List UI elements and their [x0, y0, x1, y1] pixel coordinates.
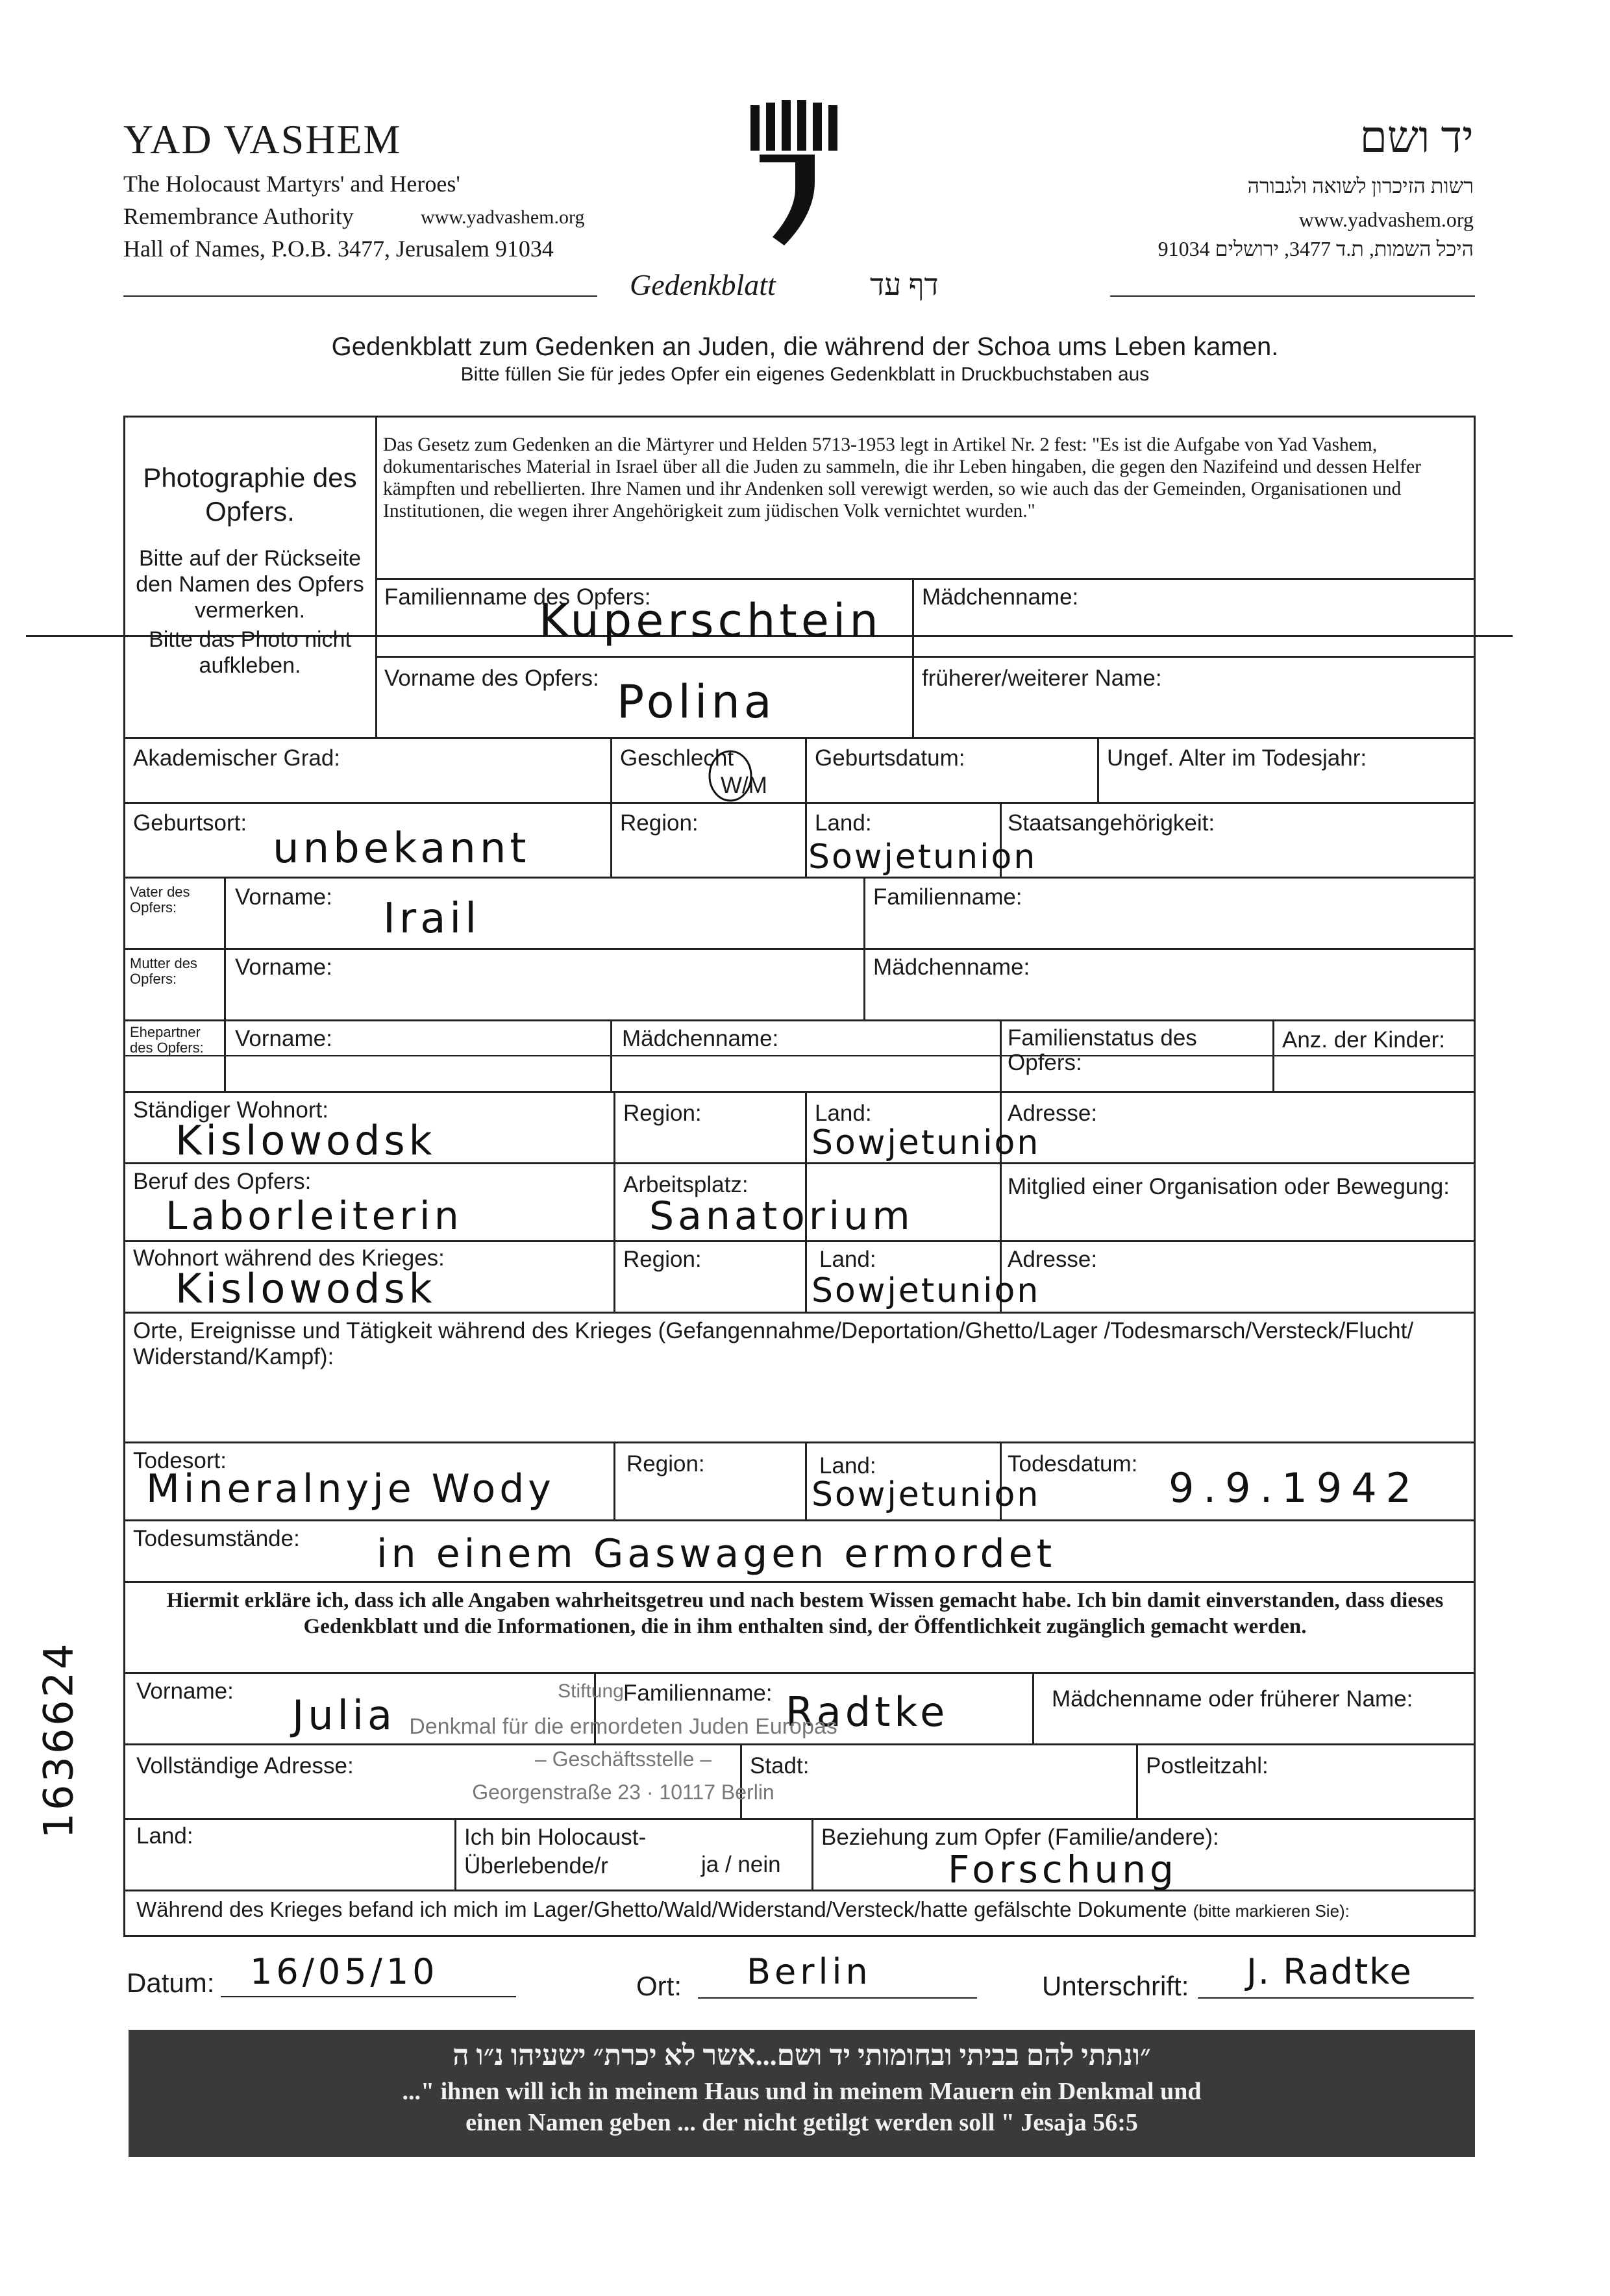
intro-line1: Gedenkblatt zum Gedenken an Juden, die während der Schoa ums Leben kamen. — [331, 332, 1279, 361]
hebrew-org-line3: היכל השמות, ת.ד 3477, ירושלים 91034 — [1158, 237, 1474, 260]
profession-label: Beruf des Opfers: — [133, 1169, 312, 1194]
death-region-label: Region: — [626, 1451, 705, 1477]
war-address-label: Adresse: — [1008, 1247, 1098, 1272]
war-country-label: Land: — [819, 1247, 876, 1272]
stamp-line4: Georgenstraße 23 · 10117 Berlin — [472, 1780, 774, 1804]
member-label: Mitglied einer Organisation oder Bewegung: — [1008, 1174, 1450, 1199]
org-web: www.yadvashem.org — [421, 206, 585, 228]
spouse-maidenname-label: Mädchenname: — [622, 1026, 779, 1051]
form-title: Gedenkblatt — [630, 268, 776, 301]
survivor-label: Ich bin Holocaust-Überlebende/r — [464, 1825, 647, 1878]
org-name: YAD VASHEM — [123, 116, 402, 162]
war-residence-label: Wohnort während des Krieges: — [133, 1245, 445, 1271]
residence-address-label: Adresse: — [1008, 1101, 1098, 1126]
header-rule-right — [1110, 295, 1475, 297]
org-line1: The Holocaust Martyrs' and Heroes' — [123, 171, 460, 197]
death-place-label: Todesort: — [133, 1448, 227, 1473]
workplace-value[interactable]: Sanatorium — [649, 1193, 914, 1239]
gender-circle-mark — [704, 747, 756, 805]
hebrew-org-web: www.yadvashem.org — [1298, 208, 1474, 231]
submitter-zip-label: Postleitzahl: — [1146, 1753, 1269, 1778]
side-handwritten-number: 1636624 — [34, 1641, 82, 1839]
death-date-value[interactable]: 9.9.1942 — [1169, 1464, 1421, 1512]
submitter-firstname-label: Vorname: — [136, 1678, 234, 1704]
death-country-value[interactable]: Sowjetunion — [811, 1475, 1041, 1514]
war-status-label — [136, 1897, 1350, 1922]
residence-value[interactable]: Kislowodsk — [175, 1117, 436, 1164]
birth-country-value[interactable]: Sowjetunion — [808, 838, 1037, 877]
footer-hebrew-quote: ״ונתתי להם בביתי ובחומותי יד ושם...אשר לא יכרת״ ישעיהו נ״ו ה — [452, 2040, 1151, 2071]
submitter-maiden-label: Mädchenname oder früherer Name: — [1052, 1686, 1413, 1712]
relation-value[interactable]: Forschung — [948, 1847, 1178, 1891]
spouse-firstname-label: Vorname: — [235, 1026, 332, 1051]
law-text: Das Gesetz zum Gedenken an die Märtyrer und Helden 5713-1953 legt in Artikel Nr. 2 fest: "Es ist die Aufgabe von Yad Vashem, dokumentarisches Material in Israel über all die Juden zu sammeln, die ihr Leben hingaben, die gegen den Nazifeind und dessen Helfer kämpften und rebellierten. Ihre Namen und ihr Andenken soll verewigt werden, so wie auch das der Gemeinden, Organisationen und Institutionen, die wegen ihrer Angehörigkeit zum jüdischen Volk vernichtet wurden." — [383, 434, 1421, 521]
former-name-label: früherer/weiterer Name: — [922, 666, 1162, 691]
citizenship-label: Staatsangehörigkeit: — [1008, 810, 1215, 836]
war-residence-value[interactable]: Kislowodsk — [175, 1265, 436, 1312]
footer-quote-line1: ..." ihnen will ich in meinem Haus und in meinem Mauern ein Denkmal und — [402, 2078, 1202, 2105]
mother-label: Mutter des Opfers: — [130, 955, 197, 987]
submitter-firstname-value[interactable]: Julia — [292, 1691, 397, 1739]
father-familyname-label: Familienname: — [873, 884, 1022, 910]
submitter-address-label: Vollständige Adresse: — [136, 1753, 354, 1778]
signature-label: Unterschrift: — [1042, 1971, 1189, 2001]
photo-box-title: Photographie des Opfers. — [143, 462, 357, 527]
org-line3: Hall of Names, P.O.B. 3477, Jerusalem 91034 — [123, 236, 554, 262]
place-underline — [698, 1997, 977, 1999]
yad-vashem-logo-icon — [747, 97, 850, 260]
gender-options[interactable]: W/M — [721, 773, 767, 798]
residence-label: Ständiger Wohnort: — [133, 1097, 328, 1123]
residence-country-label: Land: — [815, 1101, 872, 1126]
first-name-value[interactable]: Polina — [617, 675, 776, 729]
hebrew-org-name: יד ושם — [1359, 112, 1474, 162]
war-country-value[interactable]: Sowjetunion — [811, 1271, 1041, 1310]
age-label: Ungef. Alter im Todesjahr: — [1107, 745, 1367, 771]
signature-value[interactable]: J. Radtke — [1246, 1951, 1413, 1992]
header-rule-left — [123, 295, 597, 297]
submitter-familyname-label: Familienname: — [623, 1680, 773, 1706]
maiden-name-label: Mädchenname: — [922, 584, 1079, 610]
intro-line2: Bitte füllen Sie für jedes Opfer ein eigenes Gedenkblatt in Druckbuchstaben aus — [460, 364, 1150, 385]
submitter-city-label: Stadt: — [750, 1753, 810, 1778]
birth-place-value[interactable]: unbekannt — [273, 825, 530, 873]
stamp-line3: – Geschäftsstelle – — [534, 1747, 712, 1771]
father-firstname-value[interactable]: Irail — [383, 895, 480, 943]
family-name-label: Familienname des Opfers: — [384, 584, 651, 610]
war-status-text: Während des Krieges befand ich mich im Lager/Ghetto/Wald/Widerstand/Versteck/hatte gefälschte Dokumente — [136, 1897, 1187, 1921]
submitter-country-label: Land: — [136, 1823, 193, 1849]
declaration-text: Hiermit erkläre ich, dass ich alle Angaben wahrheitsgetreu und nach bestem Wissen gemacht habe. Ich bin damit einverstanden, dass dieses Gedenkblatt und die Informationen, die in ihm enthalten sind, der Öffentlichkeit zugänglich gemacht werden. — [166, 1589, 1444, 1638]
org-line2: Remembrance Authority — [123, 203, 354, 229]
gender-label: Geschlecht — [620, 745, 734, 771]
death-place-value[interactable]: Mineralnyje Wody — [146, 1466, 555, 1512]
death-circumstances-label: Todesumstände: — [133, 1526, 300, 1551]
death-circumstances-value[interactable]: in einem Gaswagen ermordet — [377, 1531, 1056, 1577]
birth-region-label: Region: — [620, 810, 699, 836]
submitter-familyname-value[interactable]: Radtke — [786, 1688, 949, 1736]
family-name-value[interactable]: Kuperschtein — [539, 594, 882, 647]
mother-maidenname-label: Mädchenname: — [873, 955, 1030, 980]
death-date-label: Todesdatum: — [1008, 1451, 1138, 1477]
date-value[interactable]: 16/05/10 — [250, 1951, 439, 1992]
residence-region-label: Region: — [623, 1101, 702, 1126]
place-value[interactable]: Berlin — [747, 1951, 872, 1992]
war-status-note: (bitte markieren Sie): — [1193, 1901, 1350, 1921]
father-firstname-label: Vorname: — [235, 884, 332, 910]
residence-country-value[interactable]: Sowjetunion — [811, 1123, 1041, 1162]
academic-label: Akademischer Grad: — [133, 745, 341, 771]
birth-date-label: Geburtsdatum: — [815, 745, 965, 771]
events-label: Orte, Ereignisse und Tätigkeit während des Krieges (Gefangennahme/Deportation/Ghetto/Lager /Todesmarsch/Versteck/Flucht/ Widerstand/Kampf): — [133, 1318, 1414, 1369]
mother-firstname-label: Vorname: — [235, 955, 332, 980]
hebrew-org-line1: רשות הזיכרון לשואה ולגבורה — [1247, 174, 1474, 197]
birth-country-label: Land: — [815, 810, 872, 836]
foundation-stamp — [390, 1680, 857, 1817]
place-label: Ort: — [636, 1971, 682, 2001]
marital-status-label: Familienstatus des Opfers: — [1008, 1025, 1197, 1075]
date-underline — [221, 1996, 516, 1997]
profession-value[interactable]: Laborleiterin — [166, 1193, 463, 1239]
photo-box-note2: Bitte das Photo nicht aufkleben. — [149, 627, 351, 678]
first-name-label: Vorname des Opfers: — [384, 666, 599, 691]
spouse-label: Ehepartner des Opfers: — [130, 1024, 204, 1056]
footer-quote-bar — [129, 2030, 1475, 2157]
death-country-label: Land: — [819, 1453, 876, 1479]
relation-label: Beziehung zum Opfer (Familie/andere): — [821, 1825, 1219, 1850]
father-label: Vater des Opfers: — [130, 884, 190, 916]
date-label: Datum: — [127, 1967, 215, 1998]
stamp-line1: Stiftung — [558, 1680, 624, 1702]
form-title-hebrew: דף עד — [870, 268, 939, 301]
photo-box-note1: Bitte auf der Rückseite den Namen des Opfers vermerken. — [136, 546, 364, 623]
footer-quote-line2: einen Namen geben ... der nicht getilgt werden soll " Jesaja 56:5 — [465, 2109, 1138, 2136]
birth-place-label: Geburtsort: — [133, 810, 247, 836]
survivor-options[interactable]: ja / nein — [701, 1852, 781, 1877]
workplace-label: Arbeitsplatz: — [623, 1172, 749, 1197]
signature-underline — [1198, 1997, 1474, 1999]
children-label: Anz. der Kinder: — [1282, 1027, 1445, 1053]
war-region-label: Region: — [623, 1247, 702, 1272]
stamp-line2: Denkmal für die ermordeten Juden Europas — [409, 1714, 837, 1739]
